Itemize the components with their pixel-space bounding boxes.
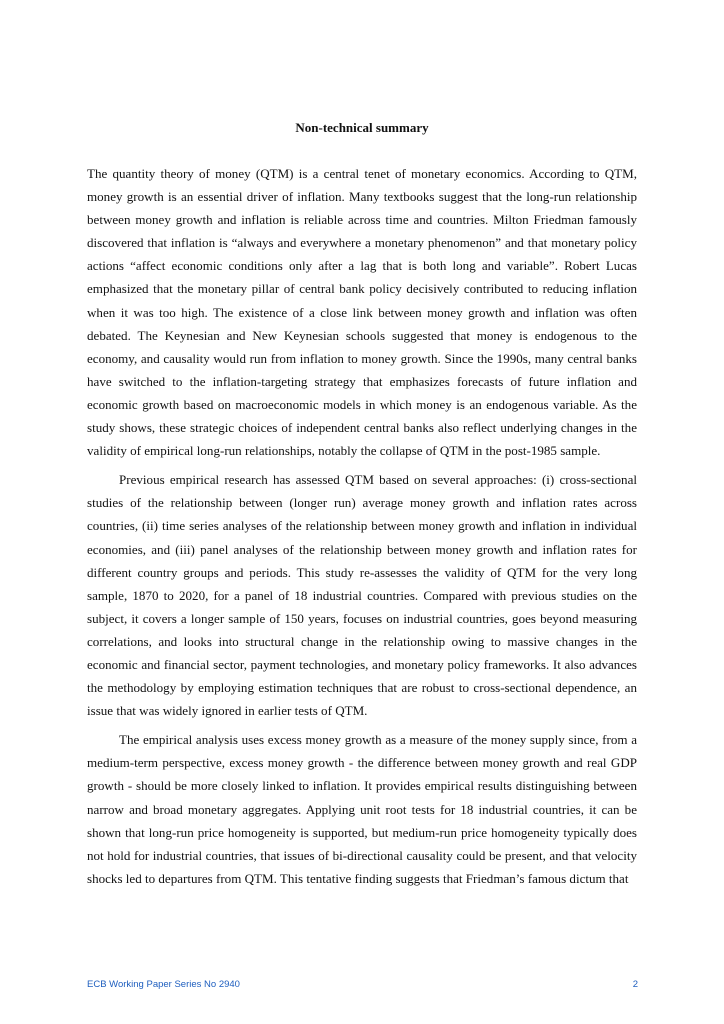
footer-series-label: ECB Working Paper Series No 2940: [87, 979, 240, 990]
paragraph-previous-research: Previous empirical research has assessed QTM based on several approaches: (i) cross-sectional studies of the relationship between (longer run) average money growth and inflation rates across countries, (ii) time series analyses of the relationship between money growth and inflation in individual economies, and (iii) panel analyses of the relationship between money growth and inflation rates for different country groups and periods. This study re-assesses the validity of QTM for the very long sample, 1870 to 2020, for a panel of 18 industrial countries. Compared with previous studies on the subject, it covers a longer sample of 150 years, focuses on industrial countries, goes beyond measuring correlations, and looks into structural change in the relationship owing to massive changes in the economic and financial sector, payment technologies, and monetary policy frameworks. It also advances the methodology by employing estimation techniques that are robust to cross-sectional dependence, an issue that was widely ignored in earlier tests of QTM.: [87, 472, 637, 719]
paragraph-empirical-analysis: The empirical analysis uses excess money growth as a measure of the money supply since, from a medium-term perspective, excess money growth - the difference between money growth and real GDP growth - should be more closely linked to inflation. It provides empirical results distinguishing between narrow and broad monetary aggregates. Applying unit root tests for 18 industrial countries, it can be shown that long-run price homogeneity is supported, but medium-run price homogeneity typically does not hold for industrial countries, that issues of bi-directional causality could be present, and that velocity shocks led to departures from QTM. This tentative finding suggests that Friedman’s famous dictum that: [87, 732, 637, 886]
section-title: Non-technical summary: [295, 120, 429, 135]
footer-page-number: 2: [632, 979, 638, 990]
paragraph-intro: The quantity theory of money (QTM) is a central tenet of monetary economics. According to QTM, money growth is an essential driver of inflation. Many textbooks suggest that the long-run relationship between money growth and inflation is reliable across time and countries. Milton Friedman famously discovered that inflation is “always and everywhere a monetary phenomenon” and that monetary policy actions “affect economic conditions only after a lag that is both long and variable”. Robert Lucas emphasized that the monetary pillar of central bank policy decisively contributed to reducing inflation when it was too high. The existence of a close link between money growth and inflation was often debated. The Keynesian and New Keynesian schools suggested that money is endogenous to the economy, and causality would run from inflation to money growth. Since the 1990s, many central banks have switched to the inflation-targeting strategy that emphasizes forecasts of future inflation and economic growth based on macroeconomic models in which money is an endogenous variable. As the study shows, these strategic choices of independent central banks also reflect underlying changes in the validity of empirical long-run relationships, notably the collapse of QTM in the post-1985 sample.: [87, 166, 637, 459]
summary-body: [87, 162, 637, 896]
